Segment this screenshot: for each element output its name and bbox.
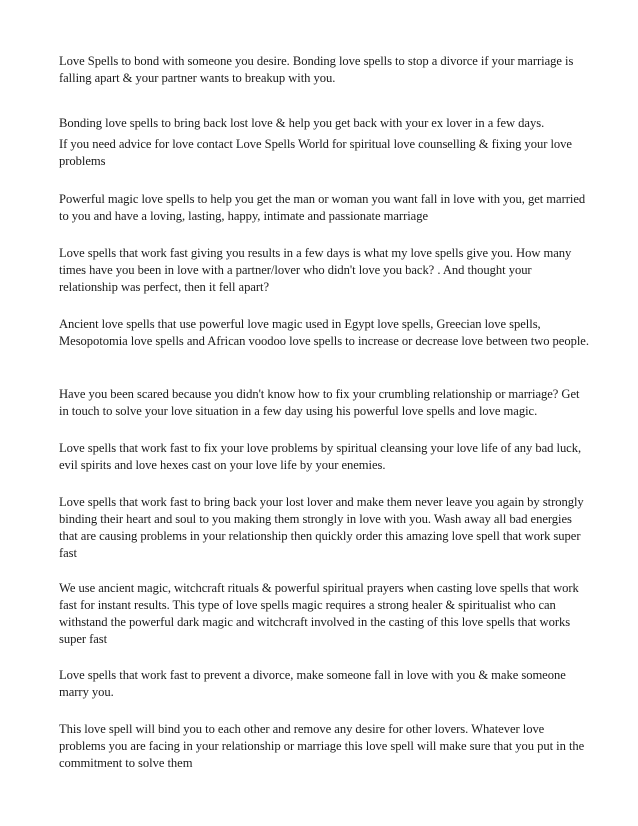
paragraph-bonding-divorce: Love Spells to bond with someone you desire. Bonding love spells to stop a divorce if your marriage is falling apart & your partner wants to breakup with you. (59, 54, 574, 85)
paragraph-ancient-magic-rituals: We use ancient magic, witchcraft rituals & powerful spiritual prayers when casting love spells that work fast for instant results. This type of love spells magic requires a strong healer & spiritualist who can withstand the powerful dark magic and witchcraft involved in the casting of this love spells that works super fast (59, 581, 579, 646)
paragraph-love-advice: If you need advice for love contact Love Spells World for spiritual love counselling & fixing your love problems (59, 137, 572, 168)
paragraph-prevent-divorce: Love spells that work fast to prevent a divorce, make someone fall in love with you & make someone marry you. (59, 668, 566, 699)
paragraph-work-fast-results: Love spells that work fast giving you results in a few days is what my love spells give you. How many times have you been in love with a partner/lover who didn't love you back? . And thought your relationship was perfect, then it fell apart? (59, 246, 572, 294)
paragraph-scared-relationship: Have you been scared because you didn't know how to fix your crumbling relationship or marriage? Get in touch to solve your love situation in a few day using his powerful love spells and love magic. (59, 387, 580, 418)
paragraph-bind-lovers: This love spell will bind you to each other and remove any desire for other lovers. Whatever love problems you are facing in your relationship or marriage this love spell will make sure that you put in the commitment to solve them (59, 722, 585, 770)
paragraph-powerful-magic: Powerful magic love spells to help you get the man or woman you want fall in love with you, get married to you and have a loving, lasting, happy, intimate and passionate marriage (59, 192, 586, 223)
paragraph-bring-back-lover: Love spells that work fast to bring back your lost lover and make them never leave you again by strongly binding their heart and soul to you making them strongly in love with you. Wash away all bad energies that are causing problems in your relationship then quickly order this amazing love spell that work super fast (59, 495, 584, 560)
paragraph-ancient-love-spells: Ancient love spells that use powerful love magic used in Egypt love spells, Greecian love spells, Mesopotomia love spells and African voodoo love spells to increase or decrease love between two people. (59, 317, 589, 348)
paragraph-bring-back-lost-love: Bonding love spells to bring back lost love & help you get back with your ex lover in a few days. (59, 116, 545, 130)
paragraph-spiritual-cleansing: Love spells that work fast to fix your love problems by spiritual cleansing your love life of any bad luck, evil spirits and love hexes cast on your love life by your enemies. (59, 441, 582, 472)
